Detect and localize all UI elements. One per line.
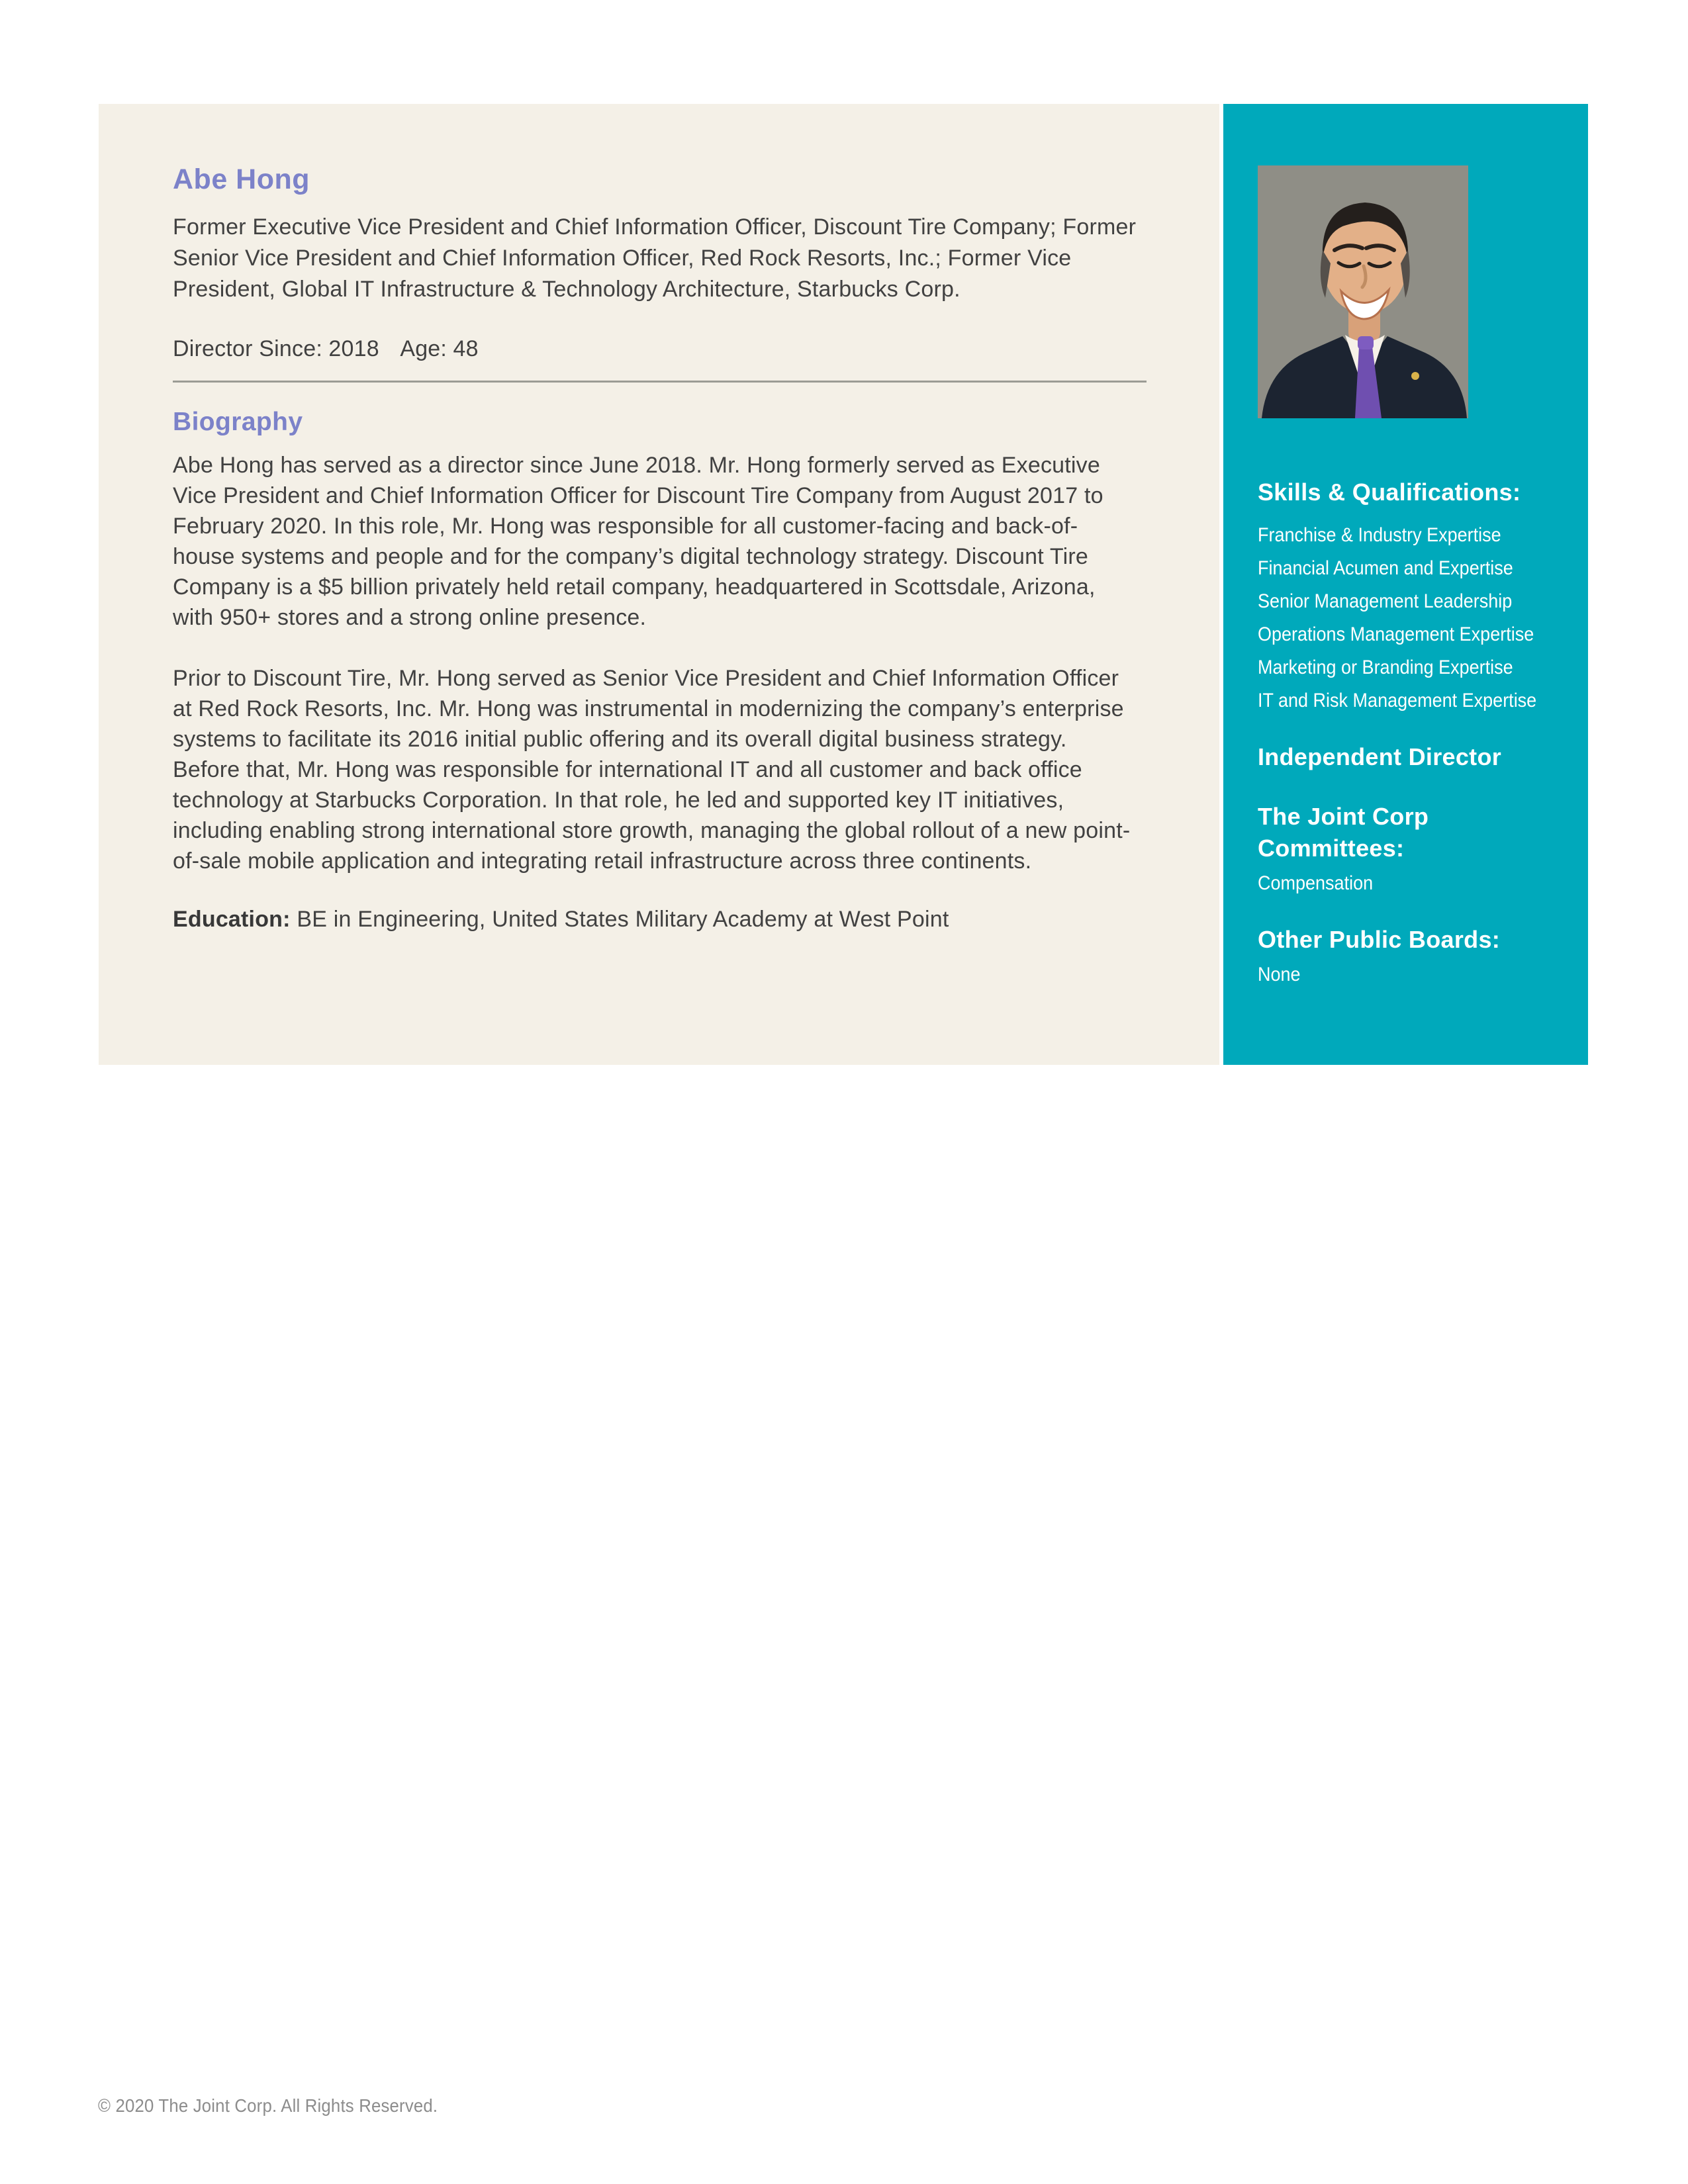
- independent-director-label: Independent Director: [1258, 743, 1502, 770]
- skill-item: Operations Management Expertise: [1258, 623, 1534, 645]
- education-value: BE in Engineering, United States Military Academy at West Point: [297, 907, 949, 932]
- biography-paragraph-1: Abe Hong has served as a director since June 2018. Mr. Hong formerly served as Executive Vice President and Chief Information Officer for Discount Tire Company from August 2017 to February 2020. In this role, Mr. Hong was responsible for all customer-facing and back-of-house systems and people and for the company’s digital technology strategy. Discount Tire Company is a $5 billion privately held retail company, headquartered in Scottsdale, Arizona, with 950+ stores and a strong online presence.: [173, 453, 1103, 630]
- skill-item: Franchise & Industry Expertise: [1258, 524, 1501, 546]
- sidebar: [1223, 104, 1588, 1065]
- skill-item: IT and Risk Management Expertise: [1258, 690, 1537, 711]
- director-portrait-photo: [1258, 165, 1468, 418]
- skill-item: Marketing or Branding Expertise: [1258, 657, 1513, 678]
- director-name: Abe Hong: [173, 163, 310, 195]
- other-public-boards-heading: Other Public Boards:: [1258, 926, 1501, 953]
- biography-paragraph-2: Prior to Discount Tire, Mr. Hong served as Senior Vice President and Chief Information Officer at Red Rock Resorts, Inc. Mr. Hong was instrumental in modernizing the company’s enterprise systems to facilitate its 2016 initial public offering and its overall digital business strategy. Before that, Mr. Hong was responsible for international IT and all customer and back office technology at Starbucks Corporation. In that role, he led and supported key IT initiatives, including enabling strong international store growth, managing the global rollout of a new point-of-sale mobile application and integrating retail infrastructure across three continents.: [173, 666, 1131, 874]
- skills-list: [1258, 519, 1564, 717]
- other-board-item: None: [1258, 964, 1301, 985]
- age-label: Age:: [400, 336, 447, 361]
- skills-qualifications-heading: Skills & Qualifications:: [1258, 478, 1521, 506]
- skill-item: Financial Acumen and Expertise: [1258, 557, 1513, 579]
- director-since-value: 2018: [328, 336, 379, 361]
- biography-heading: Biography: [173, 408, 303, 436]
- copyright-notice: © 2020 The Joint Corp. All Rights Reserved.: [98, 2095, 438, 2116]
- director-since-label: Director Since:: [173, 336, 322, 361]
- director-former-roles: Former Executive Vice President and Chief Information Officer, Discount Tire Company; Former Senior Vice President and Chief Information Officer, Red Rock Resorts, Inc.; Former Vice President, Global IT Infrastructure & Technology Architecture, Starbucks Corp.: [173, 214, 1137, 302]
- committees-heading: The Joint Corp Committees:: [1258, 803, 1429, 862]
- profile-panel: [99, 104, 1219, 1065]
- director-since-age-line: [173, 336, 1147, 362]
- skill-item: Senior Management Leadership: [1258, 590, 1513, 612]
- committee-item: Compensation: [1258, 872, 1374, 894]
- education-line: [173, 907, 1147, 933]
- education-label: Education:: [173, 907, 291, 932]
- section-divider: [173, 381, 1147, 383]
- age-value: 48: [453, 336, 479, 361]
